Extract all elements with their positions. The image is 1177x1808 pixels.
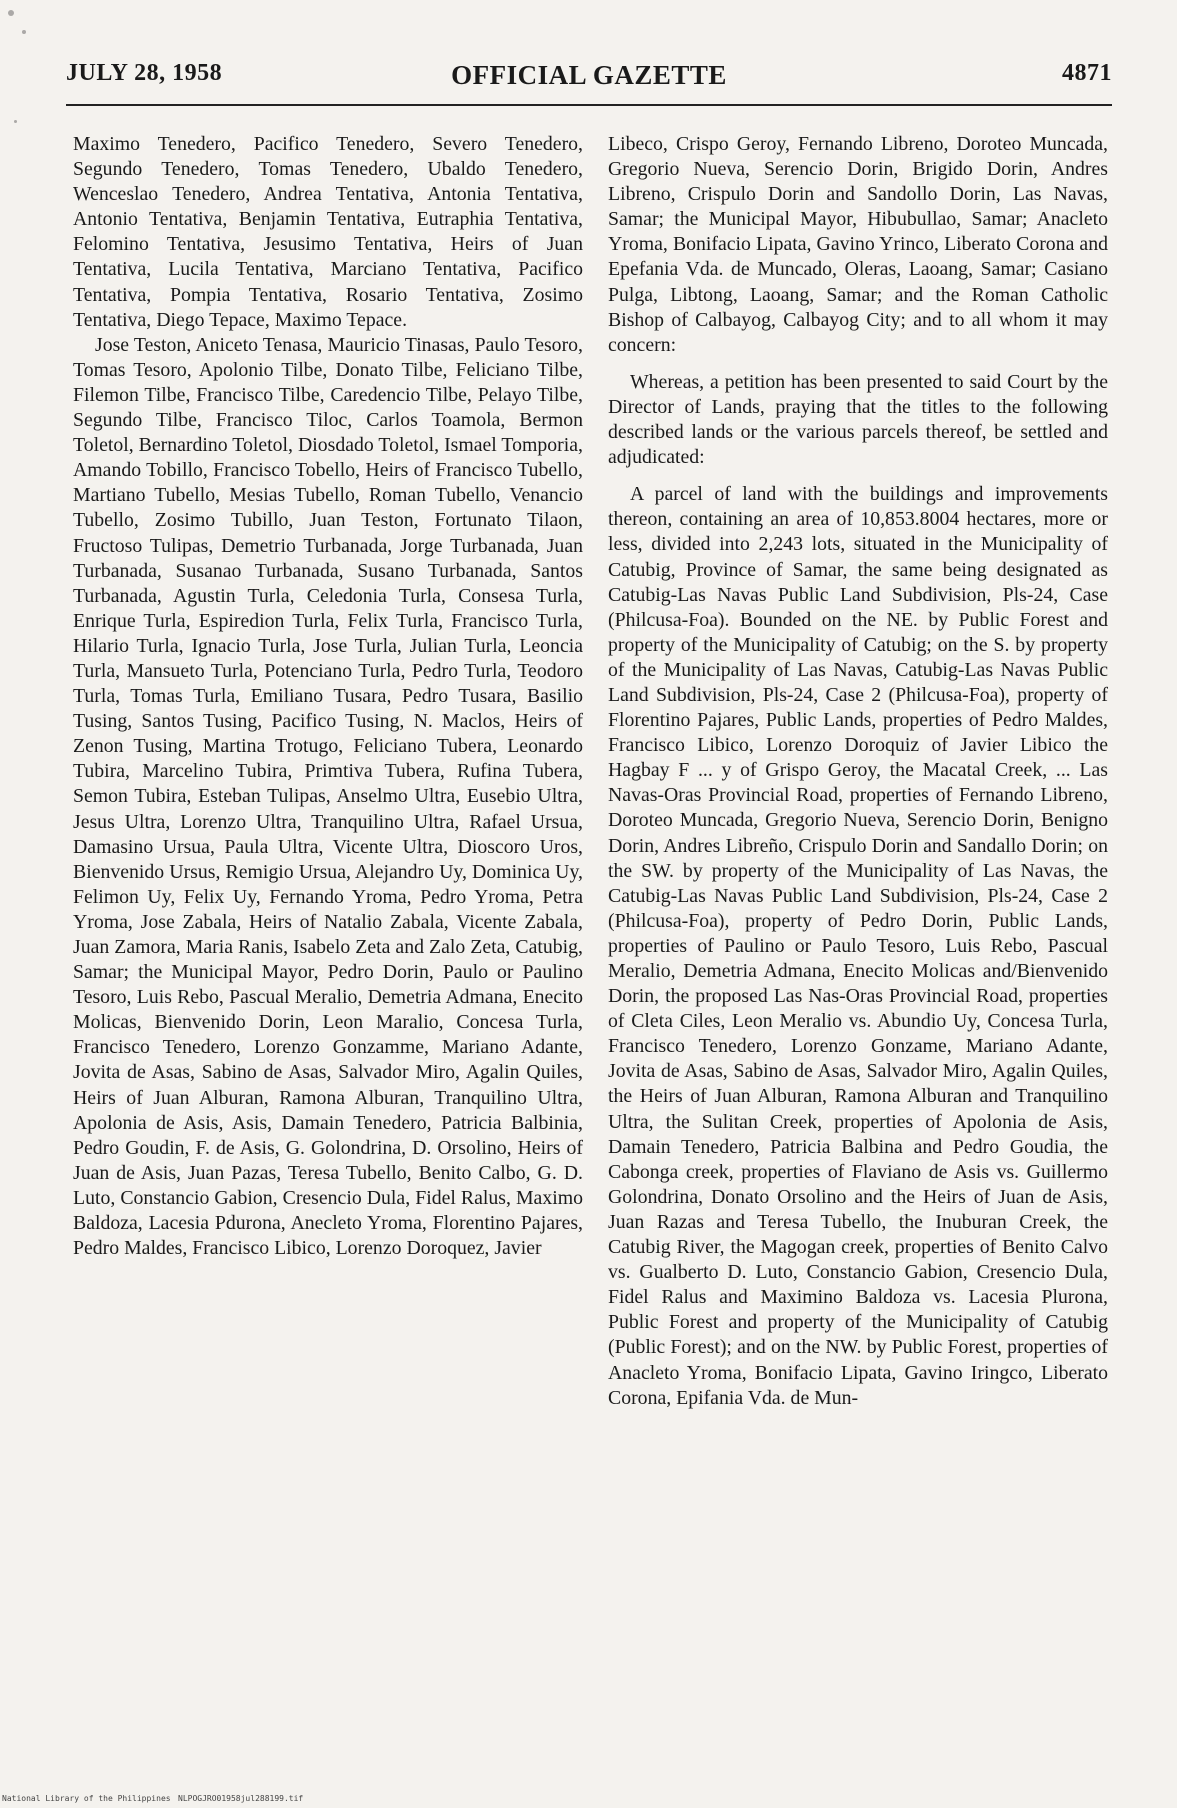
right-column — [608, 132, 1108, 1411]
right-paragraph-3: A parcel of land with the buildings and improvements thereon, containing an area of 10,853.8004 hectares, more or less, divided into 2,243 lots, situated in the Municipality of Catubig, Province of Samar, the same being designated as Catubig-Las Navas Public Land Subdivision, Pls-24, Case (Philcusa-Foa). Bounded on the NE. by Public Forest and property of the Municipality of Catubig; on the S. by property of the Municipality of Las Navas, Catubig-Las Navas Public Land Subdivision, Pls-24, Case 2 (Philcusa-Foa), property of Florentino Pajares, Public Lands, properties of Pedro Maldes, Francisco Libico, Lorenzo Doroquiz of Javier Libico the Hagbay F ... y of Grispo Geroy, the Macatal Creek, ... Las Navas-Oras Provincial Road, properties of Fernando Libreno, Doroteo Muncada, Gregorio Nueva, Serencio Dorin, Benigno Dorin, Andres Libreño, Crispulo Dorin and Sandallo Dorin; on the SW. by property of the Municipality of Las Navas, the Catubig-Las Navas Public Land Subdivision, Pls-24, Case 2 (Philcusa-Foa), property of Pedro Dorin, Public Lands, properties of Paulino or Paulo Tesoro, Luis Rebo, Pascual Meralio, Demetria Admana, Enecito Molicas and/Bienvenido Dorin, the proposed Las Nas-Oras Provincial Road, properties of Cleta Ciles, Leon Meralio vs. Abundio Uy, Concesa Turla, Francisco Tenedero, Lorenzo Gonzame, Mariano Adante, Jovita de Asas, Sabino de Asas, Salvador Miro, Agalin Quiles, the Heirs of Juan Alburan, Ramona Alburan and Tranquilino Ultra, the Sulitan Creek, properties of Apolonia de Asis, Damain Tenedero, Patricia Balbina and Pedro Goudia, the Cabonga creek, properties of Flaviano de Asis vs. Guillermo Golondrina, Donato Orsolino and the Heirs of Juan de Asis, Juan Razas and Teresa Tubello, the Inuburan Creek, the Catubig River, the Magogan creek, properties of Benito Calvo vs. Gualberto D. Luto, Constancio Gabion, Cresencio Dula, Fidel Ralus and Maximino Baldoza vs. Lacesia Plurona, Public Forest and property of the Municipality of Catubig (Public Forest); and on the NW. by Public Forest, properties of Anacleto Yroma, Bonifacio Lipata, Gavino Iringco, Liberato Corona, Epifania Vda. de Mun- — [608, 483, 1108, 1409]
left-paragraph-1: Maximo Tenedero, Pacifico Tenedero, Severo Tenedero, Segundo Tenedero, Tomas Tenedero, Ubaldo Tenedero, Wenceslao Tenedero, Andrea Tentativa, Antonia Tentativa, Antonio Tentativa, Benjamin Tentativa, Eutraphia Tentativa, Felomino Tentativa, Jesusimo Tentativa, Heirs of Juan Tentativa, Lucila Tentativa, Marciano Tentativa, Pacifico Tentativa, Pompia Tentativa, Rosario Tentativa, Zosimo Tentativa, Diego Tepace, Maximo Tepace. — [73, 133, 583, 331]
issue-date: JULY 28, 1958 — [66, 60, 223, 86]
scan-speck-icon — [8, 10, 14, 16]
publication-title: OFFICIAL GAZETTE — [451, 60, 727, 90]
right-paragraph-2: Whereas, a petition has been presented to said Court by the Director of Lands, praying that the titles to the following described lands or the various parcels thereof, be settled and adjudicated: — [608, 370, 1108, 469]
right-paragraph-1: Libeco, Crispo Geroy, Fernando Libreno, Doroteo Muncada, Gregorio Nueva, Serencio Dorin, Brigido Dorin, Andres Libreno, Crispulo Dorin and Sandollo Dorin, Las Navas, Samar; the Municipal Mayor, Hibubullao, Samar; Anacleto Yroma, Bonifacio Lipata, Gavino Yrinco, Liberato Corona and Epefania Vda. de Muncado, Oleras, Laoang, Samar; Casiano Pulga, Libtong, Laoang, Samar; and the Roman Catholic Bishop of Calbayog, Calbayog City; and to all whom it may concern: — [608, 133, 1108, 356]
scan-speck-icon — [14, 120, 17, 123]
left-column — [73, 132, 583, 1261]
left-paragraph-2: Jose Teston, Aniceto Tenasa, Mauricio Tinasas, Paulo Tesoro, Tomas Tesoro, Apolonio Tilbe, Donato Tilbe, Feliciano Tilbe, Filemon Tilbe, Francisco Tilbe, Caredencio Tilbe, Pelayo Tilbe, Segundo Tilbe, Francisco Tiloc, Carlos Toamola, Bermon Toletol, Bernardino Toletol, Diosdado Toletol, Ismael Tomporia, Amando Tobillo, Francisco Tobello, Heirs of Francisco Tubello, Martiano Tubello, Mesias Tubello, Roman Tubello, Venancio Tubello, Zosimo Tubillo, Juan Teston, Fortunato Tilaon, Fructoso Tulipas, Demetrio Turbanada, Jorge Turbanada, Juan Turbanada, Susanao Turbanada, Susano Turbanada, Santos Turbanada, Agustin Turla, Celedonia Turla, Consesa Turla, Enrique Turla, Espiredion Turla, Felix Turla, Francisco Turla, Hilario Turla, Ignacio Turla, Jose Turla, Julian Turla, Leoncia Turla, Mansueto Turla, Potenciano Turla, Pedro Turla, Teodoro Turla, Tomas Turla, Emiliano Tusara, Pedro Tusara, Basilio Tusing, Santos Tusing, Pacifico Tusing, N. Maclos, Heirs of Zenon Tusing, Martina Trotugo, Feliciano Tubera, Leonardo Tubira, Marcelino Tubira, Primtiva Tubera, Rufina Tubera, Semon Tubira, Esteban Tulipas, Anselmo Ultra, Eusebio Ultra, Jesus Ultra, Lorenzo Ultra, Tranquilino Ultra, Rafael Ursua, Damasino Ursua, Paula Ultra, Vicente Ultra, Dioscoro Uros, Bienvenido Ursus, Remigio Ursua, Alejandro Uy, Dominica Uy, Felimon Uy, Felix Uy, Fernando Yroma, Pedro Yroma, Petra Yroma, Jose Zabala, Heirs of Natalio Zabala, Vicente Zabala, Juan Zamora, Maria Ranis, Isabelo Zeta and Zalo Zeta, Catubig, Samar; the Municipal Mayor, Pedro Dorin, Paulo or Paulino Tesoro, Luis Rebo, Pascual Meralio, Demetria Admana, Enecito Molicas, Bienvenido Dorin, Leon Maralio, Concesa Turla, Francisco Tenedero, Lorenzo Gonzamme, Mariano Adante, Jovita de Asas, Sabino de Asas, Salvador Miro, Agalin Quiles, Heirs of Juan Alburan, Ramona Alburan, Tranquilino Ultra, Apolonia de Asis, Asis, Damain Tenedero, Patricia Balbinia, Pedro Goudin, F. de Asis, G. Golondrina, D. Orsolino, Heirs of Juan de Asis, Juan Pazas, Teresa Tubello, Benito Calbo, G. D. Luto, Constancio Gabion, Cresencio Dula, Fidel Ralus, Maximo Baldoza, Lacesia Pdurona, Anecleto Yroma, Florentino Pajares, Pedro Maldes, Francisco Libico, Lorenzo Doroquez, Javier — [73, 333, 583, 1260]
page-number: 4871 — [1062, 60, 1112, 86]
scan-speck-icon — [22, 30, 26, 34]
scan-filename: NLPOGJRO01958jul288199.tif — [178, 1794, 304, 1803]
scan-footer — [0, 1790, 1177, 1808]
page-header — [66, 60, 1112, 100]
library-credit: National Library of the Philippines — [2, 1794, 171, 1803]
header-rule — [66, 104, 1112, 106]
